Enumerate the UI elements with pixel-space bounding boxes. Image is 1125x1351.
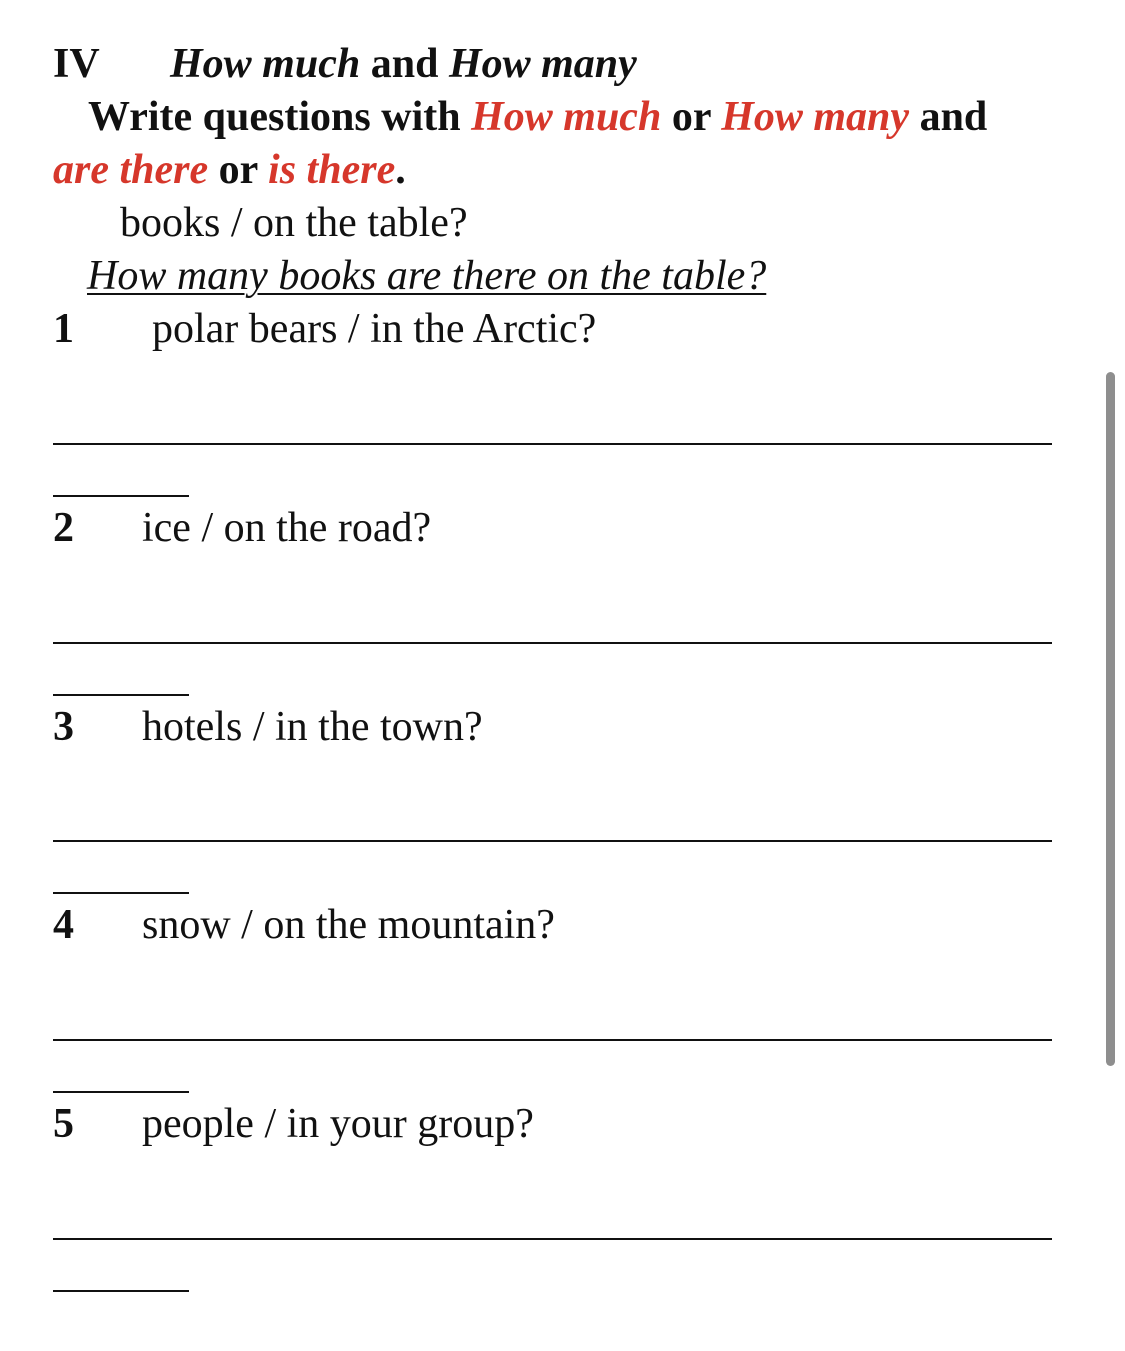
answer-line-2-cont[interactable] [53,694,189,696]
title-how-much: How much [170,41,361,87]
instruction-and: and [919,94,988,140]
item-prompt-5: people / in your group? [142,1101,534,1147]
instruction-text: Write questions with [88,94,461,140]
section-title [170,40,637,88]
title-and: and [370,41,439,87]
section-number: IV [53,41,100,87]
instruction-line-1 [88,93,987,141]
answer-line-4-cont[interactable] [53,1091,189,1093]
vertical-scrollbar-thumb[interactable] [1106,372,1115,1066]
answer-line-5-cont[interactable] [53,1290,189,1292]
item-number-2: 2 [53,505,74,551]
answer-line-1[interactable] [53,443,1052,445]
instruction-or: or [671,94,711,140]
item-prompt-1: polar bears / in the Arctic? [152,306,597,352]
answer-line-3[interactable] [53,840,1052,842]
item-number-3: 3 [53,704,74,750]
answer-line-3-cont[interactable] [53,892,189,894]
item-prompt-3: hotels / in the town? [142,704,483,750]
instruction-period: . [395,147,406,193]
answer-line-1-cont[interactable] [53,495,189,497]
keyword-how-many: How many [721,94,910,140]
keyword-are-there: are there [53,147,209,193]
answer-line-4[interactable] [53,1039,1052,1041]
answer-line-2[interactable] [53,642,1052,644]
example-prompt: books / on the table? [120,200,468,246]
keyword-is-there: is there [268,147,396,193]
item-number-4: 4 [53,902,74,948]
item-prompt-2: ice / on the road? [142,505,432,551]
instruction-line-2 [53,146,406,194]
answer-line-5[interactable] [53,1238,1052,1240]
instruction-or-2: or [218,147,258,193]
example-answer: How many books are there on the table? [87,253,767,299]
item-number-1: 1 [53,306,74,352]
item-number-5: 5 [53,1101,74,1147]
item-prompt-4: snow / on the mountain? [142,902,555,948]
keyword-how-much: How much [471,94,662,140]
title-how-many: How many [448,41,637,87]
